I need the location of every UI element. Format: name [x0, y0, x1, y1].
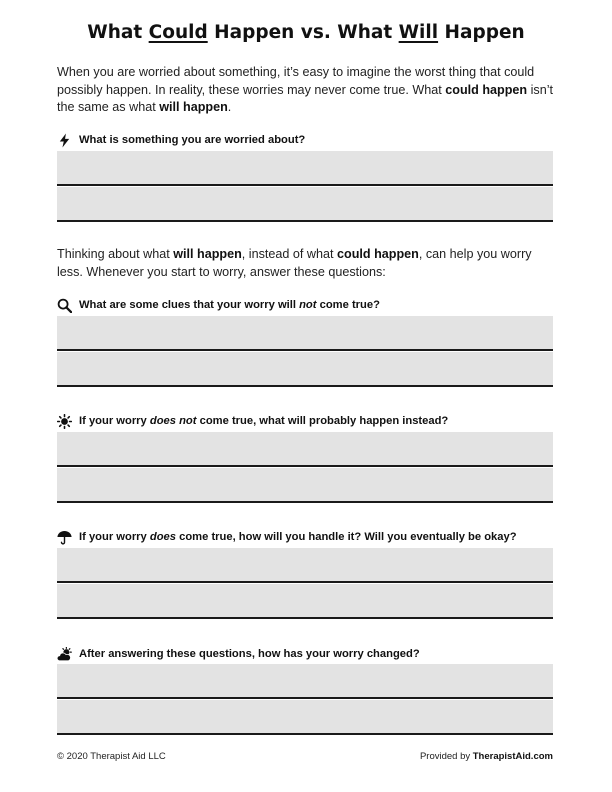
answer-line[interactable] [57, 432, 553, 467]
title-text: What [87, 22, 149, 43]
question-4 [57, 528, 557, 546]
answer-line[interactable] [57, 548, 553, 583]
middle-paragraph: Thinking about what will happen, instead of what could happen, can help you worry less. Whenever you start to worry, answer these questions: [57, 247, 532, 279]
magnifying-glass-icon [57, 298, 72, 313]
question-text: If your worry does come true, how will you handle it? Will you eventually be okay? [79, 531, 517, 543]
answer-line[interactable] [57, 316, 553, 351]
partly-cloudy-icon [57, 647, 72, 662]
title-could: Could [148, 22, 208, 43]
question-text: If your worry does not come true, what will probably happen instead? [79, 415, 449, 427]
question-text: What is something you are worried about? [79, 134, 306, 146]
answer-line[interactable] [57, 700, 553, 735]
title-text: Happen [438, 22, 525, 43]
question-2 [57, 296, 557, 314]
answer-line[interactable] [57, 664, 553, 699]
answer-line[interactable] [57, 187, 553, 222]
answer-box-4 [57, 548, 553, 619]
title-will: Will [398, 22, 439, 43]
question-1 [57, 131, 557, 149]
brand-link[interactable]: TherapistAid.com [472, 751, 553, 762]
question-text: After answering these questions, how has your worry changed? [79, 648, 420, 660]
question-text: What are some clues that your worry will not come true? [79, 299, 380, 311]
answer-line[interactable] [57, 584, 553, 619]
lightning-bolt-icon [57, 133, 72, 148]
answer-box-2 [57, 316, 553, 387]
answer-line[interactable] [57, 151, 553, 186]
answer-line[interactable] [57, 468, 553, 503]
provided-by: Provided by TherapistAid.com [419, 751, 553, 762]
question-5 [57, 645, 557, 663]
intro-paragraph: When you are worried about something, it’s easy to imagine the worst thing that could possibly happen. In reality, these worries may never come true. What could happen isn’t the same as what will happen. [57, 65, 554, 114]
page-title [0, 22, 612, 43]
copyright-text: © 2020 Therapist Aid LLC [57, 751, 166, 762]
answer-line[interactable] [57, 352, 553, 387]
answer-box-5 [57, 664, 553, 735]
question-3 [57, 412, 557, 430]
umbrella-icon [57, 530, 72, 545]
sun-icon [57, 414, 72, 429]
answer-box-1 [57, 151, 553, 222]
answer-box-3 [57, 432, 553, 503]
title-text: Happen vs. What [207, 22, 399, 43]
